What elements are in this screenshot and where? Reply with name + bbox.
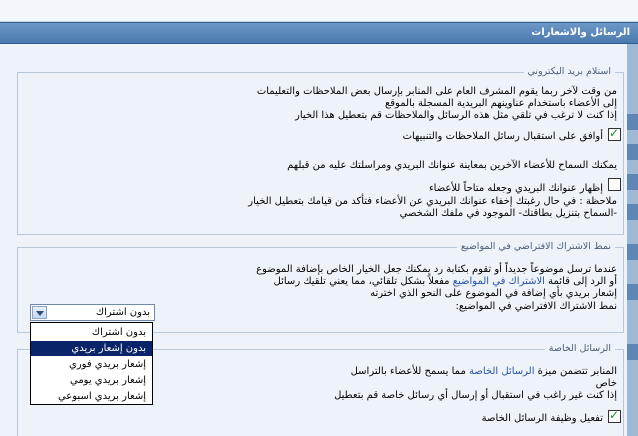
pm-section-legend: الرسائل الخاصة	[545, 343, 615, 354]
subscription-desc-text-b: مفعلاً بشكل تلقائي، مما يعني تلقيك رسائل	[273, 276, 453, 287]
subscription-option[interactable]: بدون إشعار بريدي	[31, 341, 152, 356]
subscription-desc-text-a: أو الرد إلى قائمة	[544, 276, 617, 287]
agree-notifications-checkbox[interactable]	[608, 128, 621, 141]
pm-desc-line-3: إذا كنت غير راغب في استقبال أو إرسال أي رسائل خاصة قم بتعطيل	[334, 390, 617, 401]
show-email-label[interactable]: إظهار عنوانك البريدي وجعله متاحاً للأعضاء	[428, 183, 603, 194]
chevron-down-icon[interactable]	[32, 306, 47, 319]
subscription-mode-value: بدون اشتراك	[95, 307, 150, 318]
subscriptions-link[interactable]: الاشتراك في المواضيع	[452, 276, 545, 287]
subscription-option[interactable]: إشعار بريدي اسبوعي	[57, 391, 146, 402]
pm-desc-line-2: خاص	[595, 378, 617, 389]
email-desc-line-1: من وقت لآخر ربما يقوم المشرف العام على المنابر بإرسال بعض الملاحظات والتعليمات	[256, 86, 617, 97]
pm-desc-text-b: مما يسمح للأعضاء بالتراسل	[350, 366, 469, 377]
top-strip	[0, 0, 638, 22]
right-sidebar	[627, 44, 638, 436]
subscription-mode-label: نمط الاشتراك الافتراضي في المواضيع:	[455, 301, 617, 312]
email-desc-line-3: إذا كنت لا ترغب في تلقي مثل هذه الرسائل والملاحظات قم بتعطيل هذا الخيار	[295, 110, 617, 121]
subscription-desc-line-3: إشعار بريدي بأي إضافة في الموضوع على النحو الذي اخترته	[370, 288, 617, 299]
subscription-desc-line-1: عندما ترسل موضوعاً جديداً أو تقوم بكتابة رد يمكنك جعل الخيار الخاص بإضافة الموضوع	[256, 264, 617, 275]
pm-desc-text-a: المنابر تتضمن ميزة	[534, 366, 617, 377]
sidebar-tab[interactable]	[627, 204, 638, 220]
sidebar-tab[interactable]	[627, 284, 638, 300]
email-note-line-2: -السماح بتنزيل بطاقتك- الموجود في ملفك الشخصي	[399, 208, 617, 219]
subscription-mode-select[interactable]	[30, 304, 155, 321]
sidebar-tab[interactable]	[627, 244, 638, 260]
subscription-mode-dropdown	[30, 322, 153, 405]
email-section	[17, 66, 624, 235]
page-title: الرسائل والاشعارات	[531, 27, 630, 38]
private-messages-link[interactable]: الرسائل الخاصة	[469, 366, 535, 377]
subscription-desc-line-2	[274, 276, 617, 287]
agree-notifications-label[interactable]: أوافق على استقبال رسائل الملاحظات والتنبيهات	[402, 131, 603, 142]
email-note-line-1: ملاحظة : في حال رغبتك إخفاء عنوانك البريدي عن الأعضاء فتأكد من قيامك بتعطيل الخيار	[248, 196, 617, 207]
subscription-option[interactable]: بدون اشتراك	[91, 327, 146, 338]
subscription-option[interactable]: إشعار بريدي فوري	[69, 359, 146, 370]
show-email-checkbox[interactable]	[608, 178, 621, 191]
sidebar-tab[interactable]	[627, 174, 638, 190]
subscription-section-legend: نمط الاشتراك الافتراضي في المواضيع	[457, 241, 615, 252]
email-section-legend: استلام بريد اليكتروني	[524, 66, 615, 77]
enable-pm-checkbox[interactable]	[608, 410, 621, 423]
enable-pm-label[interactable]: تفعيل وظيفة الرسائل الخاصة	[481, 413, 603, 424]
email-desc-line-2: إلى الأعضاء باستخدام عناوينهم البريدية المسجلة بالموقع	[384, 98, 617, 109]
section-title-bar	[0, 22, 638, 44]
sidebar-tab[interactable]	[627, 114, 638, 130]
sidebar-tab[interactable]	[627, 344, 638, 360]
sidebar-tab[interactable]	[627, 144, 638, 160]
pm-desc-line-1	[351, 366, 617, 377]
allow-members-desc: يمكنك السماح للأعضاء الآخرين بمعاينة عنوانك البريدي ومراسلتك عليه من قبلهم	[287, 160, 617, 171]
subscription-option[interactable]: إشعار بريدي يومي	[69, 375, 146, 386]
